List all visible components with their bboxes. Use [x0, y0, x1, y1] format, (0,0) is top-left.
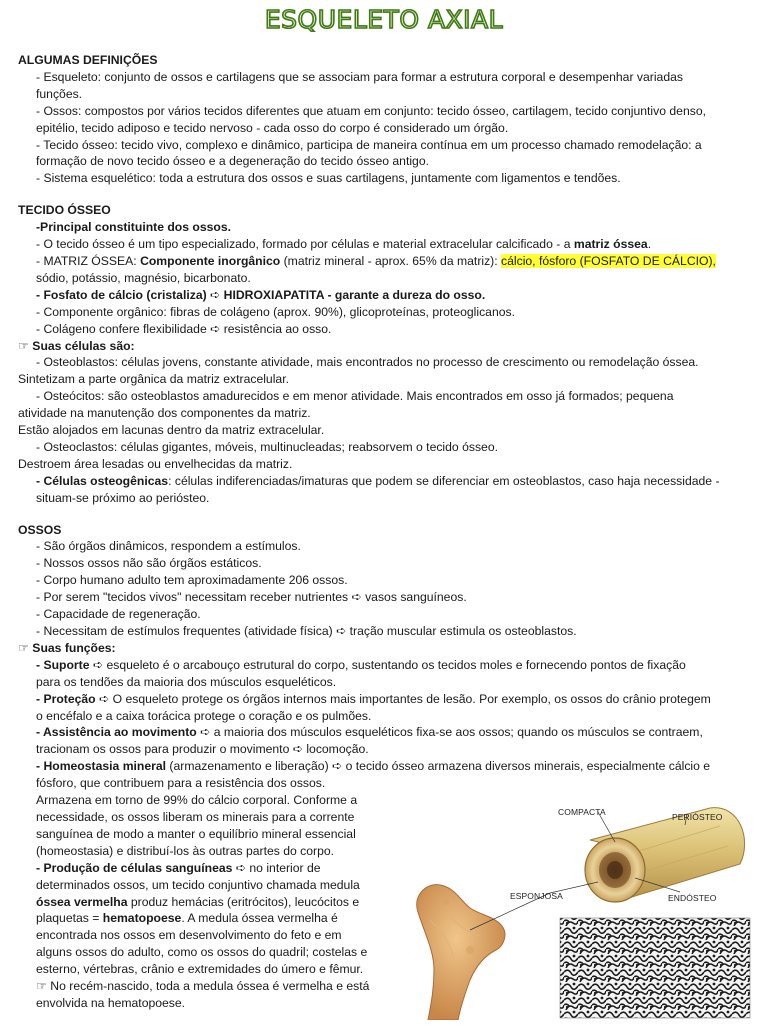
text-line: o encéfalo e a caixa torácica protege o coração e os pulmões. — [36, 708, 372, 723]
text-span: plaquetas = — [36, 911, 103, 926]
bold-term: óssea vermelha — [36, 894, 128, 909]
text-line — [18, 910, 396, 927]
text-line: - Colágeno confere flexibilidade ➪ resistência ao osso. — [36, 321, 332, 336]
text-line: alguns ossos do adulto, como os ossos do quadril; costelas e — [36, 945, 368, 960]
text-line: - Tecido ósseo: tecido vivo, complexo e dinâmico, participa de maneira contínua em um processo chamado remodelação: a — [36, 137, 702, 152]
text-line: tracionam os ossos para produzir o movimento ➪ locomoção. — [36, 742, 369, 757]
text-line — [18, 724, 754, 741]
text-line: formação de novo tecido ósseo e a degeneração do tecido ósseo antigo. — [36, 154, 429, 169]
text-line: encontrada nos ossos em desenvolvimento do feto e em — [36, 928, 342, 943]
text-line: epitélio, tecido adiposo e tecido nervoso - cada osso do corpo é considerado um órgão. — [36, 120, 509, 135]
text-span: . A medula óssea vermelha é — [181, 911, 338, 926]
text-line — [18, 473, 754, 490]
text-span: ➪ no interior de — [232, 860, 321, 875]
text-line: - Fosfato de cálcio (cristaliza) ➪ HIDROXIAPATITA - garante a dureza do osso. — [36, 287, 486, 302]
text-span: - MATRIZ ÓSSEA: — [36, 253, 141, 268]
subheading-funcoes: ☞ Suas funções: — [18, 640, 116, 655]
bold-term: matriz óssea — [573, 237, 648, 252]
text-line: - Nossos ossos não são órgãos estáticos. — [36, 556, 262, 571]
highlighted-text: cálcio, fósforo (FOSFATO DE CÁLCIO), — [501, 253, 716, 268]
text-line: - Capacidade de regeneração. — [36, 607, 201, 622]
text-line: - Ossos: compostos por vários tecidos diferentes que atuam em conjunto: tecido ósseo, cartilagem, tecido conjuntivo denso, — [36, 103, 706, 118]
label-compacta: COMPACTA — [558, 807, 606, 817]
section-heading-definicoes: ALGUMAS DEFINIÇÕES — [18, 53, 158, 67]
section-heading-tecido: TECIDO ÓSSEO — [18, 203, 111, 218]
bold-term: - Células osteogênicas — [36, 473, 169, 488]
text-line — [18, 236, 754, 253]
text-span: ➪ O esqueleto protege os órgãos internos mais importantes de lesão. Por exemplo, os ossos do crânio protegem — [95, 691, 711, 706]
bold-term: - Produção de células sanguíneas — [36, 860, 233, 875]
text-line: - Componente orgânico: fibras de colágeno (aprox. 90%), glicoproteínas, proteoglicanos. — [36, 304, 515, 319]
text-line: - Por serem "tecidos vivos" necessitam receber nutrientes ➪ vasos sanguíneos. — [36, 590, 467, 605]
text-span: produz hemácias (eritrócitos), leucócitos e — [127, 894, 360, 909]
text-line: Armazena em torno de 99% do cálcio corporal. Conforme a — [36, 793, 358, 808]
section-heading-ossos: OSSOS — [18, 522, 62, 537]
label-endosteo: ENDÓSTEO — [668, 893, 717, 903]
text-span: . — [647, 237, 652, 252]
text-line: determinados ossos, um tecido conjuntivo chamada medula — [36, 877, 360, 892]
text-line: necessidade, os ossos liberam os minerais para a corrente — [36, 809, 355, 824]
text-line: Sintetizam a parte orgânica da matriz extracelular. — [18, 372, 289, 387]
bold-term: - Suporte — [36, 657, 90, 672]
document-title: ESQUELETO AXIAL — [264, 5, 504, 34]
text-span: ➪ a maioria dos músculos esqueléticos fixa-se aos ossos; quando os músculos se contraem, — [196, 725, 703, 740]
text-line: - Osteócitos: são osteoblastos amadurecidos e em menor atividade. Mais encontrados em osso já formados; pequena — [36, 389, 674, 404]
text-span: (armazenamento e liberação) ➪ o tecido ósseo armazena diversos minerais, especialmente cálcio e — [166, 759, 711, 774]
text-line: - Sistema esquelético: toda a estrutura dos ossos e suas cartilagens, juntamente com ligamentos e tendões. — [36, 171, 621, 186]
text-line: - Osteoblastos: células jovens, constante atividade, mais encontrados no processo de crescimento ou remodelação óssea. — [36, 355, 699, 370]
text-line: - Esqueleto: conjunto de ossos e cartilagens que se associam para formar a estrutura corporal e desempenhar variadas — [36, 69, 683, 84]
spongy-bone-closeup — [560, 918, 750, 1018]
text-line: Estão alojados em lacunas dentro da matriz extracelular. — [18, 423, 325, 438]
text-span: (matriz mineral - aprox. 65% da matriz): — [280, 253, 502, 268]
text-line — [18, 253, 754, 270]
femur-head — [417, 885, 505, 1020]
text-line: atividade na manutenção dos componentes da matriz. — [18, 406, 311, 421]
text-line — [18, 691, 754, 708]
bold-term: hematopoese — [102, 911, 182, 926]
text-line: ☞ No recém-nascido, toda a medula óssea é vermelha e está — [36, 979, 370, 994]
text-line: funções. — [36, 86, 83, 101]
text-line: esterno, vértebras, crânio e extremidades do úmero e fêmur. — [36, 962, 364, 977]
label-esponjosa: ESPONJOSA — [510, 891, 563, 901]
text-line: envolvida na hematopoese. — [36, 995, 186, 1010]
text-line — [18, 860, 396, 877]
text-line: para os tendões da maioria dos músculos esqueléticos. — [36, 674, 337, 689]
subheading-celulas: ☞ Suas células são: — [18, 338, 135, 353]
bold-term: - Proteção — [36, 691, 96, 706]
bold-term: - Homeostasia mineral — [36, 759, 167, 774]
text-line — [18, 894, 396, 911]
text-span: : células indiferenciadas/imaturas que podem se diferenciar em osteoblastos, caso haja necessidade - — [168, 473, 720, 488]
text-line: - Necessitam de estímulos frequentes (atividade física) ➪ tração muscular estimula os osteoblastos. — [36, 624, 577, 638]
text-line: sódio, potássio, magnésio, bicarbonato. — [36, 270, 251, 285]
text-line: fósforo, que contribuem para a resistência dos ossos. — [36, 776, 326, 791]
text-span: ➪ esqueleto é o arcabouço estrutural do corpo, sustentando os tecidos moles e fornecendo pontos de fixação — [89, 657, 686, 672]
text-line: situam-se próximo ao periósteo. — [36, 490, 210, 505]
text-span: - O tecido ósseo é um tipo especializado, formado por células e material extracelular calcificado - a — [36, 237, 574, 252]
text-line: sanguínea de modo a manter o equilíbrio mineral essencial — [36, 826, 356, 841]
bone-diagram-svg — [410, 800, 755, 1020]
text-line: - São órgãos dinâmicos, respondem a estímulos. — [36, 539, 301, 554]
bold-term: - Assistência ao movimento — [36, 725, 197, 740]
text-line — [18, 657, 754, 674]
text-line — [18, 758, 754, 775]
label-periosteo: PERIÓSTEO — [672, 812, 723, 822]
text-line: Destroem área lesadas ou envelhecidas da matriz. — [18, 456, 293, 471]
text-line: - Corpo humano adulto tem aproximadamente 206 ossos. — [36, 573, 348, 588]
text-line: (homeostasia) e distribuí-los às outras partes do corpo. — [36, 843, 335, 858]
text-line: -Principal constituinte dos ossos. — [36, 220, 232, 235]
text-line: - Osteoclastos: células gigantes, móveis, multinucleadas; reabsorvem o tecido ósseo. — [36, 439, 498, 454]
bone-illustration — [410, 800, 755, 1020]
bold-term: Componente inorgânico — [140, 253, 281, 268]
